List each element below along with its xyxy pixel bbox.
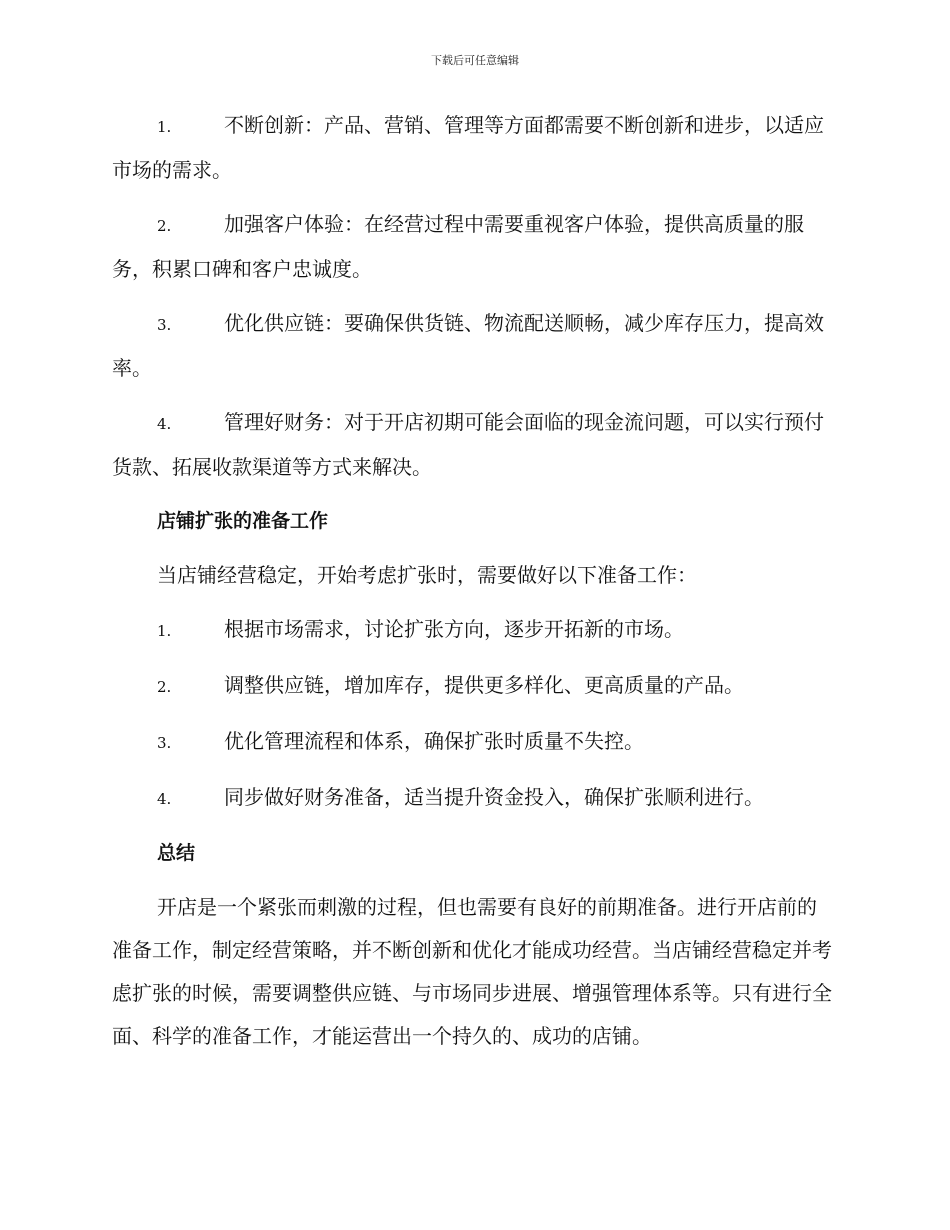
list-number: 2. [157, 217, 172, 235]
list-text: 优化供应链：要确保供货链、物流配送顺畅，减少库存压力，提高效率。 [112, 311, 824, 380]
page-header: 下载后可任意编辑 [431, 54, 519, 67]
section-heading-expansion: 店铺扩张的准备工作 [157, 510, 329, 532]
list-number: 3. [157, 734, 172, 752]
document-body [112, 104, 834, 1069]
list-number: 2. [157, 678, 172, 696]
list-number: 1. [157, 118, 172, 136]
list-item [112, 608, 834, 653]
list-item [112, 302, 834, 390]
summary-paragraph: 开店是一个紧张而刺激的过程，但也需要有良好的前期准备。进行开店前的准备工作，制定经营策略，并不断创新和优化才能成功经营。当店铺经营稳定并考虑扩张的时候，需要调整供应链、与市场同步进展、增强管理体系等。只有进行全面、科学的准备工作，才能运营出一个持久的、成功的店铺。 [112, 895, 832, 1048]
list-number: 4. [157, 790, 172, 808]
list-item [112, 104, 834, 192]
section-intro: 当店铺经营稳定，开始考虑扩张时，需要做好以下准备工作： [157, 563, 697, 587]
list-item [112, 776, 834, 821]
list-number: 4. [157, 415, 172, 433]
list-text: 同步做好财务准备，适当提升资金投入，确保扩张顺利进行。 [224, 785, 764, 809]
list-item [112, 203, 834, 291]
list-item [112, 664, 834, 709]
list-number: 3. [157, 316, 172, 334]
list-text: 不断创新：产品、营销、管理等方面都需要不断创新和进步，以适应市场的需求。 [112, 113, 824, 182]
section-heading-summary: 总结 [157, 842, 196, 864]
list-text: 优化管理流程和体系，确保扩张时质量不失控。 [224, 729, 644, 753]
list-item [112, 401, 834, 489]
list-text: 根据市场需求，讨论扩张方向，逐步开拓新的市场。 [224, 617, 684, 641]
list-item [112, 720, 834, 765]
list-text: 调整供应链，增加库存，提供更多样化、更高质量的产品。 [224, 673, 744, 697]
list-text: 管理好财务：对于开店初期可能会面临的现金流问题，可以实行预付货款、拓展收款渠道等方式来解决。 [112, 410, 824, 479]
list-number: 1. [157, 622, 172, 640]
list-text: 加强客户体验：在经营过程中需要重视客户体验，提供高质量的服务，积累口碑和客户忠诚度。 [112, 212, 804, 281]
